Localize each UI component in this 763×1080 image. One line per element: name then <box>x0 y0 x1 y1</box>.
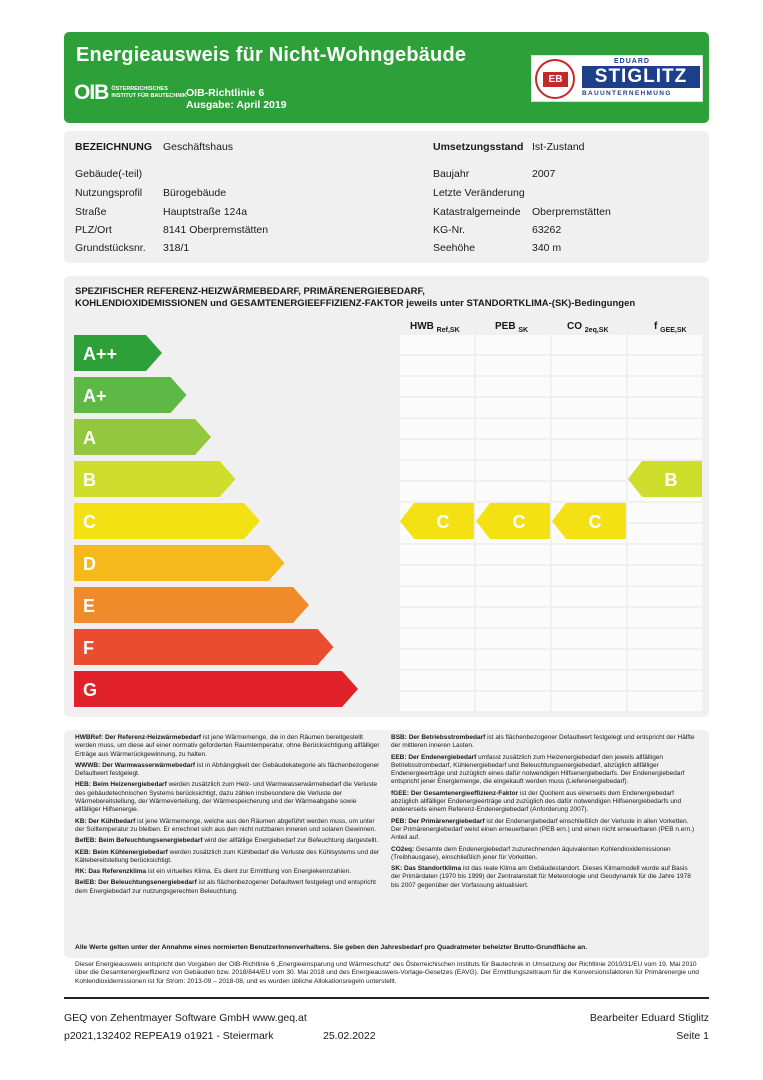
document-header <box>64 32 709 123</box>
rating-marker-label: C <box>436 512 450 532</box>
grid-cell <box>552 629 626 648</box>
grid-cell <box>552 419 626 438</box>
grid-cell <box>476 377 550 396</box>
definition-left-5: KEB: Beim Kühlenergiebedarf werden zusätzlich zum Kühlbedarf die Verluste des Kühlsystems und der Kältebereitstellung berücksichtigt. <box>75 848 380 864</box>
strasse-value: Hauptstraße 124a <box>163 206 248 218</box>
definitions-right-column <box>391 734 696 893</box>
grid-cell <box>400 608 474 627</box>
rating-marker-label: C <box>588 512 602 532</box>
definition-right-1: EEB: Der Endenergiebedarf umfasst zusätzlich zum Heizenergiebedarf den jeweils allfälligen Betriebsstrombedarf, Kühlenergiebedarf und Beleuchtungsenergiebedarf, abzüglich allfälliger Endenergieerträge und zuzüglich eines dafür notwendigen Hilfsenergiebedarfs. Der Endenergiebedarf entspricht jener Energiemenge, die eingekauft werden muss (Lieferenergiebedarf). <box>391 753 685 786</box>
grid-cell <box>628 419 702 438</box>
definition-right-2: fGEE: Der Gesamtenergieeffizienz-Faktor ist der Quotient aus einerseits dem Endenergiebedarf abzüglich allfälliger Endenergieerträge und zuzüglich des dafür notwendigen Hilfsenergiebedarfs und andererseits einem Referenz-Endenergiebedarf (Anforderung 2007). <box>391 789 682 814</box>
oib-logo-mark: OIB <box>74 81 109 104</box>
definition-left-3: KB: Der Kühlbedarf ist jene Wärmemenge, welche aus den Räumen abgeführt werden muss, um unter der Solltemperatur zu bleiben. Er errechnet sich aus den nicht nutzbaren inneren und solaren Gewinnen. <box>75 817 376 833</box>
bezeichnung-label: BEZEICHNUNG <box>75 141 153 153</box>
rating-marker-3 <box>628 461 702 497</box>
baujahr-value: 2007 <box>532 168 556 180</box>
nutzungsprofil-label: Nutzungsprofil <box>75 187 143 199</box>
stiglitz-logo: EB EDUARD STIGLITZ BAUUNTERNEHMUNG <box>531 55 703 102</box>
definition-left-7: BelEB: Der Beleuchtungsenergiebedarf ist als flächenbezogener Defaultwert festgelegt und entspricht dem Energiebedarf zur nutzungsgerechten Beleuchtung. <box>75 879 376 895</box>
grid-cell <box>400 461 474 480</box>
grid-cell <box>628 587 702 606</box>
grid-cell <box>400 629 474 648</box>
grid-cell <box>628 566 702 585</box>
grid-cell <box>628 524 702 543</box>
grid-cell <box>552 566 626 585</box>
grid-cell <box>552 587 626 606</box>
grid-cell <box>628 356 702 375</box>
umsetzung-value: Ist-Zustand <box>532 141 585 153</box>
energy-class-bar-aplusplus <box>74 335 162 371</box>
energy-class-label: A+ <box>83 386 107 406</box>
bezeichnung-value: Geschäftshaus <box>163 141 234 153</box>
definition-left-2: HEB: Beim Heizenergiebedarf werden zusätzlich zum Heiz- und Warmwasserwärmebedarf die Verluste des gebäudetechnischen Systems berücksichtigt, dazu zählen insbesondere die Verluste der Wärmebereitstellung, der Wärmeverteilung, der Wärmespeicherung und der Wärmeabgabe sowie allfälliger Hilfsenergie. <box>75 781 378 814</box>
rating-marker-0 <box>400 503 474 539</box>
grid-cell <box>552 692 626 711</box>
grid-cell <box>552 461 626 480</box>
grid-cell <box>400 419 474 438</box>
energy-class-bar-a <box>74 419 211 455</box>
richtlinie-label: OIB-Richtlinie 6 <box>186 87 265 99</box>
footer-code: p2021,132402 REPEA19 o1921 - Steiermark <box>64 1030 274 1042</box>
grid-cell <box>400 335 474 354</box>
grid-cell <box>628 692 702 711</box>
grid-cell <box>476 566 550 585</box>
grid-cell <box>476 545 550 564</box>
grundstueck-label: Grundstücksnr. <box>75 242 146 254</box>
grid-cell <box>476 692 550 711</box>
definition-right-3: PEB: Der Primärenergiebedarf ist der Endenergiebedarf einschließlich der Verluste in allen Vorketten. Der Primärenergiebedarf weist einen erneuerbaren (PEB ern.) und einen nicht erneuerbaren (PEB n.ern.) Anteil auf. <box>391 817 695 842</box>
energy-class-bar-f <box>74 629 334 665</box>
rating-marker-label: C <box>512 512 526 532</box>
grid-cell <box>400 440 474 459</box>
grid-cell <box>476 398 550 417</box>
grid-cell <box>552 377 626 396</box>
umsetzung-label: Umsetzungsstand <box>433 141 524 153</box>
grid-cell <box>400 650 474 669</box>
column-header-fgee: f $_{GEE,SK}$ <box>654 321 687 334</box>
definition-right-0: BSB: Der Betriebsstrombedarf ist als flächenbezogener Defaultwert festgelegt und entspricht der Hälfte der mittleren inneren Lasten. <box>391 734 695 750</box>
grid-cell <box>476 671 550 690</box>
footer-date: 25.02.2022 <box>323 1030 376 1042</box>
grid-cell <box>400 398 474 417</box>
grid-cell <box>552 482 626 501</box>
grid-cell <box>476 335 550 354</box>
ausgabe-label: Ausgabe: April 2019 <box>186 99 287 111</box>
values-note: Alle Werte gelten unter der Annahme eines normierten BenutzerInnenverhaltens. Sie geben den Jahresbedarf pro Quadratmeter beheizter Brutto-Grundfläche an. <box>75 944 588 951</box>
grid-cell <box>552 440 626 459</box>
column-header-hwb: HWB $_{Ref,SK}$ <box>410 321 460 334</box>
katastral-label: Katastralgemeinde <box>433 206 521 218</box>
eb-badge-icon: EB <box>535 59 575 99</box>
energy-class-scale <box>64 276 709 717</box>
kg-value: 63262 <box>532 224 562 236</box>
footer-rule <box>64 997 709 999</box>
definitions-left-column <box>75 734 380 899</box>
energy-class-bar-aplus <box>74 377 187 413</box>
grid-cell <box>400 482 474 501</box>
grid-cell <box>628 545 702 564</box>
definition-left-0: HWBRef: Der Referenz-Heizwärmebedarf ist jene Wärmemenge, die in den Räumen bereitgestellt werden muss, um diese auf einer normativ geforderten Raumtemperatur, ohne Berücksichtigung allfälliger Erträge aus Wärmerückgewinnung, zu halten. <box>75 734 380 758</box>
grid-cell <box>552 650 626 669</box>
grid-cell <box>476 461 550 480</box>
richtlinie-info <box>186 87 287 111</box>
energy-class-bar-d <box>74 545 285 581</box>
footer-page: Seite 1 <box>676 1030 709 1042</box>
energy-class-label: G <box>83 680 98 700</box>
oib-logo-line2: INSTITUT FÜR BAUTECHNIK <box>111 93 187 99</box>
grid-cell <box>552 608 626 627</box>
oib-logo-line1: ÖSTERREICHISCHES <box>111 86 168 92</box>
grid-cell <box>552 398 626 417</box>
definition-left-4: BefEB: Beim Befeuchtungsenergiebedarf wird der allfällige Energiebedarf zur Befeuchtung dargestellt. <box>75 837 379 845</box>
grid-cell <box>476 587 550 606</box>
veraenderung-label: Letzte Veränderung <box>433 187 525 199</box>
oib-logo <box>74 82 187 104</box>
grid-cell <box>476 356 550 375</box>
grid-cell <box>628 440 702 459</box>
grid-cell <box>628 671 702 690</box>
definition-right-5: SK: Das Standortklima ist das reale Klima am Gebäudestandort. Dieses Klimamodell wurde auf Basis der Primärdaten (1970 bis 1999) der Zentralanstalt für Meteorologie und Geodynamik für die Jahre 1978 bis 2007 gegenüber der Vorfassung aktualisiert. <box>391 865 691 889</box>
grid-cell <box>476 482 550 501</box>
grid-cell <box>476 608 550 627</box>
grid-cell <box>400 566 474 585</box>
footer-software: GEQ von Zehentmayer Software GmbH www.geq.at <box>64 1012 307 1024</box>
grid-cell <box>628 335 702 354</box>
document-title: Energieausweis für Nicht-Wohngebäude <box>76 44 467 66</box>
grid-cell <box>400 545 474 564</box>
energy-class-bar-b <box>74 461 236 497</box>
grid-cell <box>628 629 702 648</box>
grid-cell <box>400 356 474 375</box>
plz-label: PLZ/Ort <box>75 224 112 236</box>
energy-class-bar-c <box>74 503 260 539</box>
energy-class-label: E <box>83 596 96 616</box>
legal-text: Dieser Energieausweis entspricht den Vorgaben der OIB-Richtlinie 6 „Energieeinsparung und Wärmeschutz“ des Österreichischen Instituts für Bautechnik in Umsetzung der Richtlinie 2010/31/EU vom 19. Mai 2010 über die Gesamtenergieeffizienz von Gebäuden bzw. 2018/844/EU vom 30. Mai 2018 und des Energieausweis-Vorlage-Gesetzes (EAVG). Der Ermittlungszeitraum für die Konversionsfaktoren für Primärenergie und Kohlendioxidemissionen ist für Strom: 2013-09 – 2018-08, und es wurden übliche Allokationsregeln unterstellt. <box>75 961 699 985</box>
rating-marker-label: B <box>664 470 678 490</box>
strasse-label: Straße <box>75 206 107 218</box>
energy-class-label: D <box>83 554 96 574</box>
definition-right-4: CO2eq: Gesamte dem Endenergiebedarf zuzurechnenden äquivalenten Kohlendioxidemissionen (Treibhausgase), einschließlich jener für Vorketten. <box>391 845 671 861</box>
energy-class-label: C <box>83 512 96 532</box>
baujahr-label: Baujahr <box>433 168 470 180</box>
grid-cell <box>400 377 474 396</box>
energy-class-label: F <box>83 638 94 658</box>
grid-cell <box>628 377 702 396</box>
kg-label: KG-Nr. <box>433 224 466 236</box>
energy-section-title: SPEZIFISCHER REFERENZ-HEIZWÄRMEBEDARF, PRIMÄRENERGIEBEDARF, KOHLENDIOXIDEMISSIONEN und GESAMTENERGIEEFFIZIENZ-FAKTOR jeweils unter STANDORTKLIMA-(SK)-Bedingungen <box>75 286 636 309</box>
grid-cell <box>628 650 702 669</box>
definition-left-1: WWWB: Der Warmwasserwärmebedarf ist in Abhängigkeit der Gebäudekategorie als flächenbezogener Defaultwert festgelegt. <box>75 761 380 778</box>
katastral-value: Oberpremstätten <box>532 206 611 218</box>
seehoehe-value: 340 m <box>532 242 562 254</box>
grid-cell <box>552 356 626 375</box>
plz-value: 8141 Oberpremstätten <box>163 224 269 236</box>
grid-cell <box>552 671 626 690</box>
energy-class-label: A <box>83 428 96 448</box>
energy-class-label: A++ <box>83 344 118 364</box>
grid-cell <box>476 440 550 459</box>
grid-cell <box>552 545 626 564</box>
grid-cell <box>552 335 626 354</box>
energy-class-bar-g <box>74 671 358 707</box>
seehoehe-label: Seehöhe <box>433 242 476 254</box>
definitions-box <box>64 730 709 958</box>
footer-bearbeiter: Bearbeiter Eduard Stiglitz <box>589 1012 709 1024</box>
grid-cell <box>400 587 474 606</box>
definition-left-6: RK: Das Referenzklima ist ein virtuelles Klima. Es dient zur Ermittlung von Energiekennzahlen. <box>75 868 352 876</box>
grundstueck-value: 318/1 <box>163 242 190 254</box>
rating-marker-2 <box>552 503 626 539</box>
grid-cell <box>400 692 474 711</box>
grid-cell <box>628 398 702 417</box>
column-header-peb: PEB $_{SK}$ <box>495 321 529 334</box>
grid-cell <box>628 608 702 627</box>
grid-cell <box>476 650 550 669</box>
grid-cell <box>400 671 474 690</box>
grid-cell <box>628 503 702 522</box>
energy-class-bar-e <box>74 587 309 623</box>
nutzungsprofil-value: Bürogebäude <box>163 187 227 199</box>
grid-cell <box>476 419 550 438</box>
energy-rating-panel <box>64 276 709 717</box>
building-info-box <box>64 131 709 263</box>
gebaeude-label: Gebäude(-teil) <box>75 168 143 180</box>
column-header-co2: CO $_{2eq,SK}$ <box>567 321 609 334</box>
energy-class-label: B <box>83 470 96 490</box>
rating-marker-1 <box>476 503 550 539</box>
grid-cell <box>476 629 550 648</box>
